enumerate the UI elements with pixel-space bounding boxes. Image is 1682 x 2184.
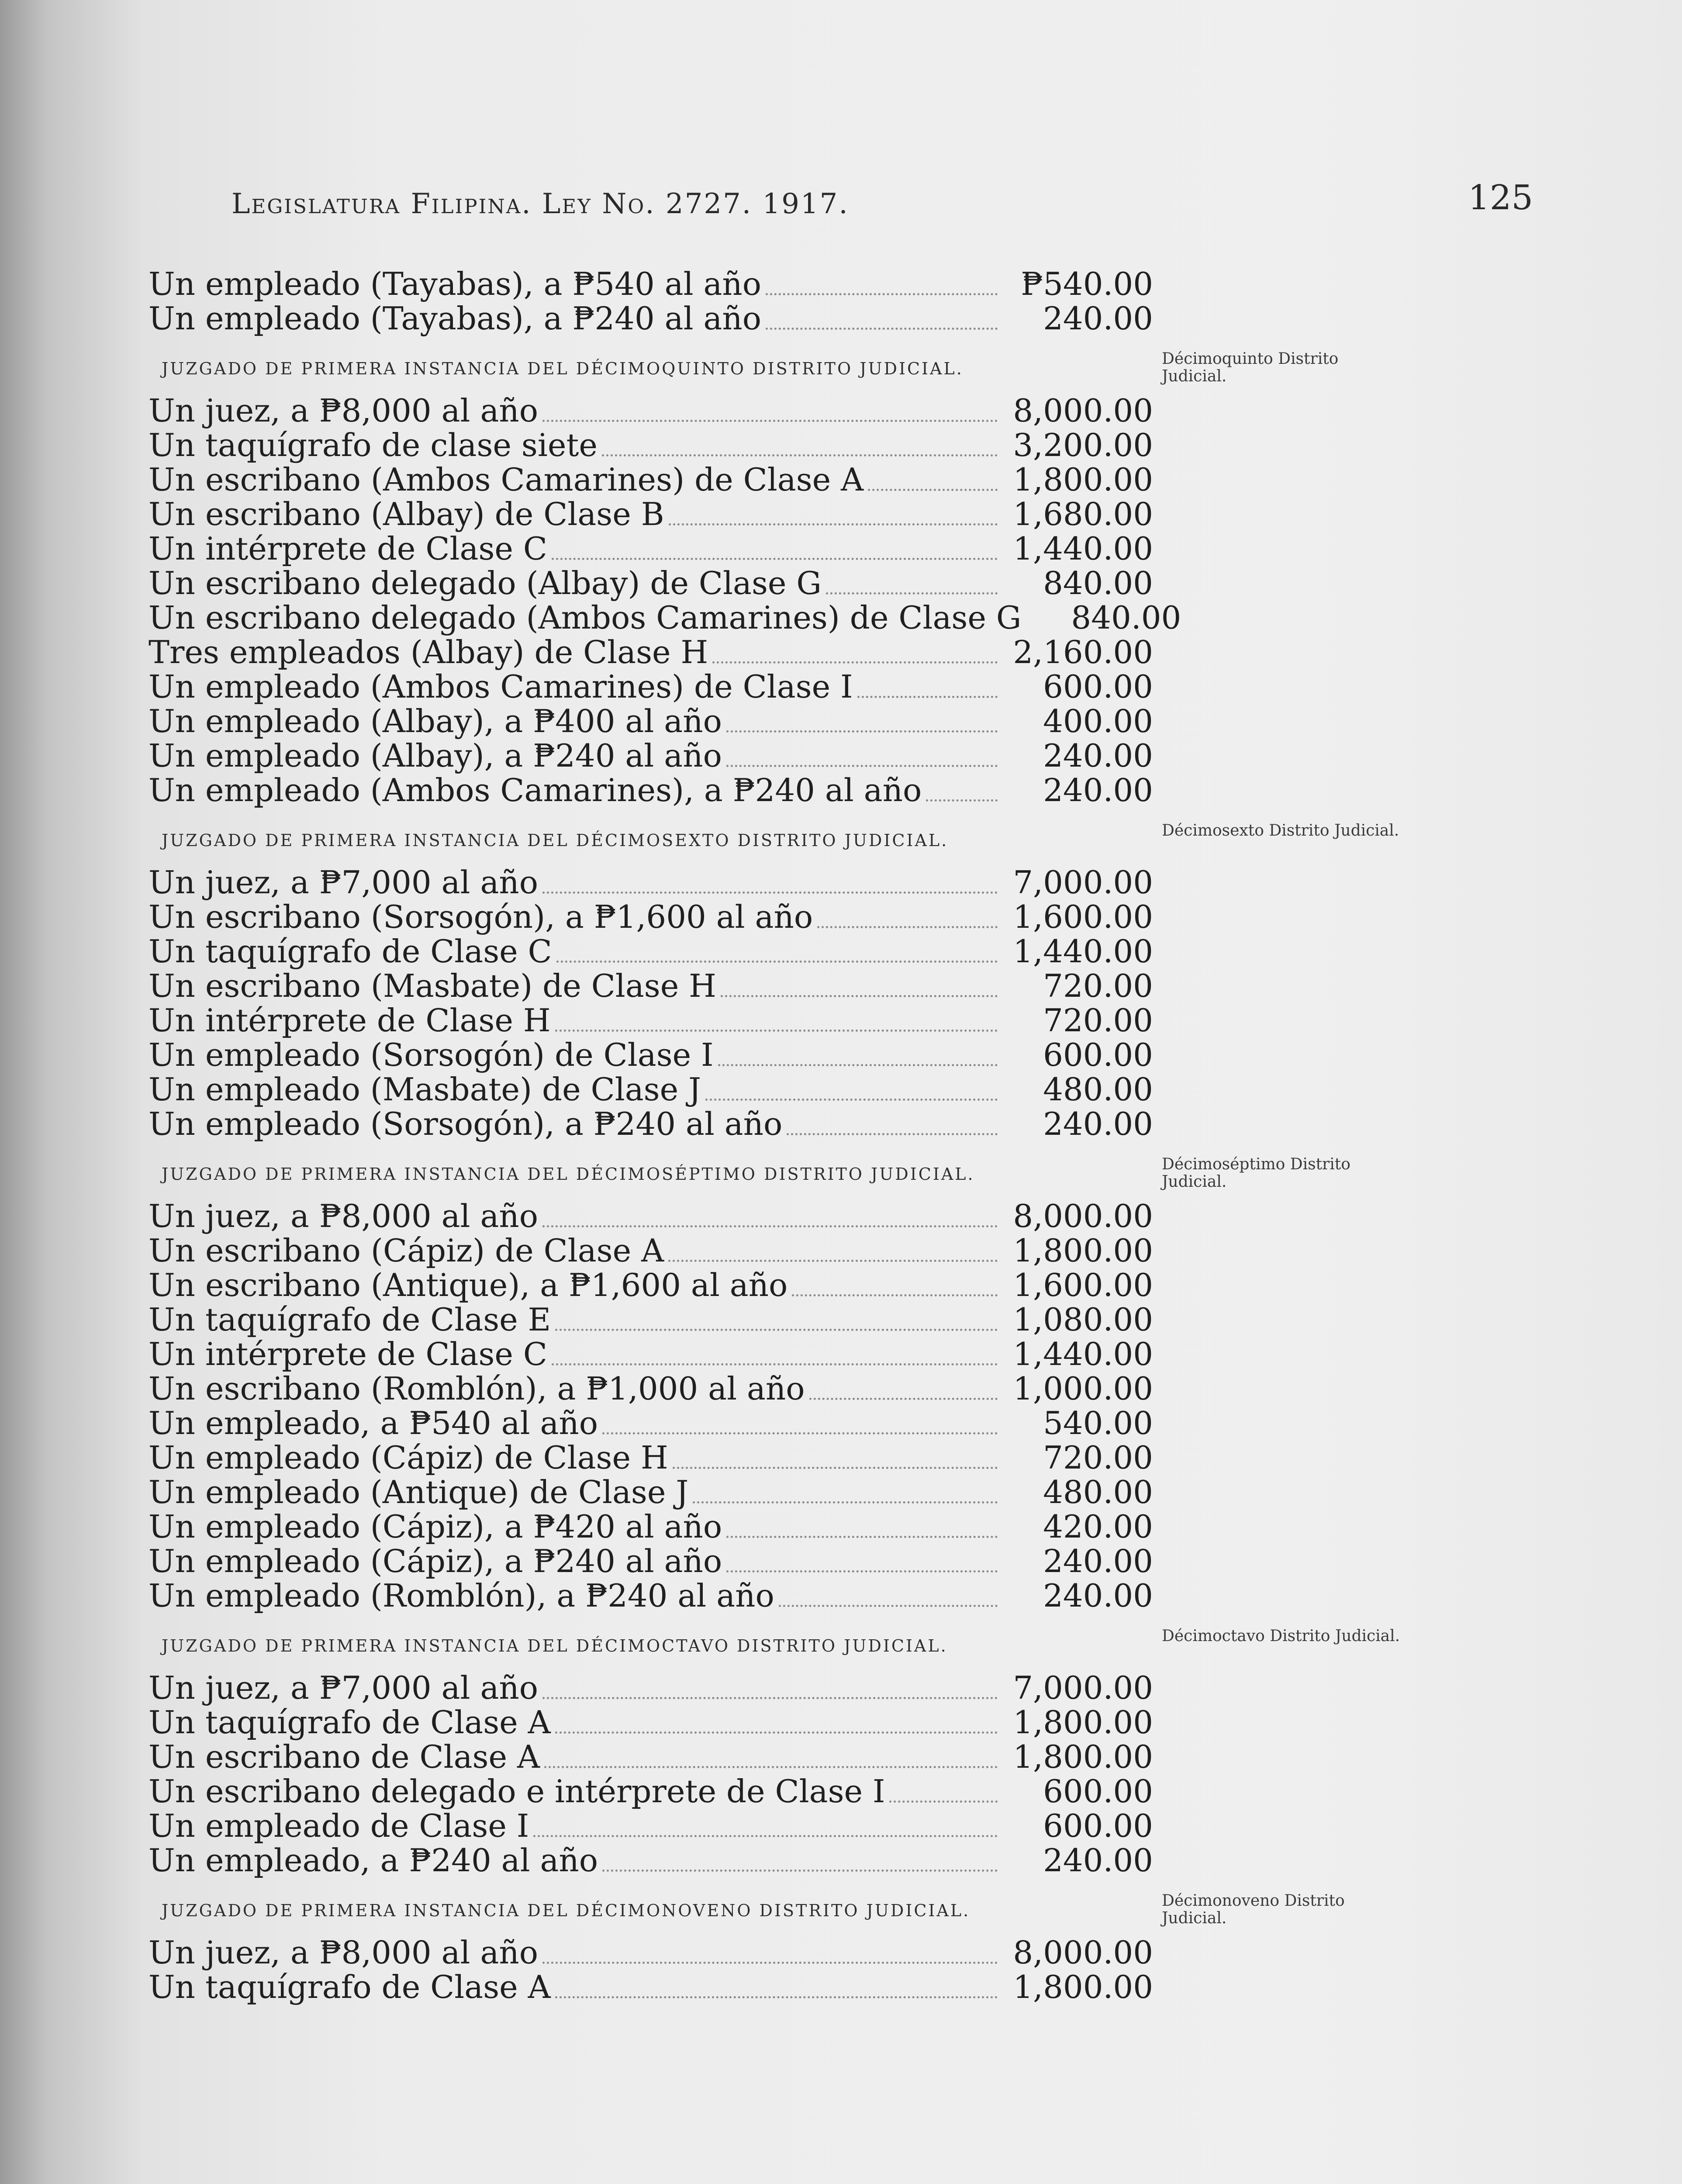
item-amount: 840.00	[1043, 565, 1153, 601]
list-item	[149, 1670, 1153, 1705]
dot-leader	[766, 328, 998, 330]
item-amount: 600.00	[1043, 1773, 1153, 1810]
dot-leader	[542, 420, 998, 422]
item-description: Un escribano (Albay) de Clase B	[149, 496, 664, 532]
item-amount: 1,440.00	[1013, 530, 1153, 567]
list-item	[149, 1371, 1153, 1406]
list-item	[149, 266, 1153, 301]
item-description: Un juez, a ₱8,000 al año	[149, 1198, 539, 1234]
dot-leader	[726, 765, 998, 767]
dot-leader	[533, 1835, 998, 1837]
margin-note: Décimoctavo Distrito Judicial.	[1162, 1627, 1400, 1645]
margin-note: Décimonoveno Distrito Judicial.	[1162, 1892, 1345, 1927]
item-amount: 1,080.00	[1013, 1301, 1153, 1338]
item-amount: 540.00	[1043, 1405, 1153, 1441]
item-description: Un empleado (Cápiz), a ₱420 al año	[149, 1508, 722, 1545]
item-amount: 1,800.00	[1013, 1738, 1153, 1775]
header-title: Legislatura Filipina. Ley No. 2727. 1917.	[231, 188, 849, 220]
list-item	[149, 1406, 1153, 1441]
item-amount: 720.00	[1043, 1439, 1153, 1476]
list-item	[149, 462, 1153, 497]
section-heading: JUZGADO DE PRIMERA INSTANCIA DEL DÉCIMOSEXTO DISTRITO JUDICIAL.	[162, 831, 949, 850]
dot-leader	[726, 1570, 998, 1572]
item-description: Un juez, a ₱8,000 al año	[149, 392, 539, 429]
item-amount: 240.00	[1043, 1842, 1153, 1879]
list-item	[149, 1705, 1153, 1740]
list-item	[149, 1268, 1153, 1303]
item-description: Un intérprete de Clase C	[149, 1336, 548, 1372]
dot-leader	[721, 995, 998, 997]
item-description: Un juez, a ₱7,000 al año	[149, 1669, 539, 1706]
item-amount: 1,600.00	[1013, 1267, 1153, 1303]
dot-leader	[542, 1225, 998, 1227]
item-description: Un empleado (Masbate) de Clase J	[149, 1071, 701, 1108]
item-description: Un taquígrafo de clase siete	[149, 427, 598, 463]
dot-leader	[787, 1133, 998, 1135]
section-heading: JUZGADO DE PRIMERA INSTANCIA DEL DÉCIMONOVENO DISTRITO JUDICIAL.	[162, 1901, 971, 1920]
item-amount: 3,200.00	[1013, 427, 1153, 463]
item-description: Un intérprete de Clase C	[149, 530, 548, 567]
list-item	[149, 1843, 1153, 1878]
dot-leader	[726, 730, 998, 733]
list-item	[149, 738, 1153, 773]
list-item	[149, 1072, 1153, 1107]
item-description: Un empleado, a ₱240 al año	[149, 1842, 598, 1879]
item-description: Un escribano (Masbate) de Clase H	[149, 968, 716, 1004]
dot-leader	[868, 489, 998, 491]
list-item	[149, 1808, 1153, 1843]
list-item	[149, 1774, 1153, 1809]
list-item	[149, 1199, 1153, 1234]
item-description: Un empleado (Sorsogón), a ₱240 al año	[149, 1106, 783, 1142]
item-description: Un taquígrafo de Clase E	[149, 1301, 551, 1338]
item-amount: 240.00	[1043, 1543, 1153, 1579]
margin-note: Décimoquinto Distrito Judicial.	[1162, 350, 1339, 385]
running-header	[231, 178, 1533, 236]
item-amount: 8,000.00	[1013, 1198, 1153, 1234]
item-amount: 1,800.00	[1013, 1704, 1153, 1741]
dot-leader	[826, 592, 998, 594]
item-amount: 720.00	[1043, 968, 1153, 1004]
item-amount: 1,440.00	[1013, 1336, 1153, 1372]
item-description: Un escribano delegado (Albay) de Clase G	[149, 565, 822, 601]
dot-leader	[544, 1766, 998, 1768]
item-amount: 1,800.00	[1013, 1969, 1153, 2005]
item-description: Un escribano (Romblón), a ₱1,000 al año	[149, 1370, 805, 1407]
list-item	[149, 1544, 1153, 1579]
dot-leader	[542, 892, 998, 894]
list-item	[149, 1578, 1153, 1613]
dot-leader	[817, 926, 998, 928]
dot-leader	[542, 1697, 998, 1699]
item-description: Un juez, a ₱7,000 al año	[149, 864, 539, 901]
item-amount: 8,000.00	[1013, 392, 1153, 429]
item-description: Un escribano (Cápiz) de Clase A	[149, 1232, 664, 1269]
dot-leader	[712, 661, 998, 663]
list-item	[149, 301, 1153, 336]
list-item	[149, 1935, 1153, 1970]
item-amount: 240.00	[1043, 1106, 1153, 1142]
list-item	[149, 968, 1153, 1003]
item-description: Un juez, a ₱8,000 al año	[149, 1934, 539, 1971]
item-description: Tres empleados (Albay) de Clase H	[149, 634, 708, 670]
list-item	[149, 635, 1153, 670]
item-description: Un empleado (Tayabas), a ₱540 al año	[149, 266, 762, 302]
item-amount: 720.00	[1043, 1002, 1153, 1039]
item-description: Un empleado (Ambos Camarines), a ₱240 al año	[149, 772, 922, 809]
list-item	[149, 865, 1153, 900]
list-item	[149, 934, 1153, 969]
dot-leader	[857, 696, 998, 698]
item-amount: 840.00	[1071, 599, 1181, 636]
list-item	[149, 704, 1153, 739]
dot-leader	[542, 1962, 998, 1964]
list-item	[149, 1970, 1153, 2004]
item-amount: 1,000.00	[1013, 1370, 1153, 1407]
item-amount: 1,800.00	[1013, 1232, 1153, 1269]
section-heading: JUZGADO DE PRIMERA INSTANCIA DEL DÉCIMOSÉPTIMO DISTRITO JUDICIAL.	[162, 1165, 975, 1184]
list-item	[149, 1233, 1153, 1268]
list-item	[149, 599, 1181, 636]
list-item	[149, 1440, 1153, 1475]
dot-leader	[669, 523, 998, 525]
item-amount: 240.00	[1043, 772, 1153, 809]
list-item	[149, 1037, 1153, 1072]
item-amount: 1,680.00	[1013, 496, 1153, 532]
margin-note: Décimosexto Distrito Judicial.	[1162, 822, 1399, 840]
item-amount: 240.00	[1043, 1577, 1153, 1614]
item-amount: 2,160.00	[1013, 634, 1153, 670]
item-amount: 400.00	[1043, 703, 1153, 740]
item-description: Un empleado (Tayabas), a ₱240 al año	[149, 300, 762, 337]
item-description: Un empleado (Romblón), a ₱240 al año	[149, 1577, 774, 1614]
item-description: Un empleado de Clase I	[149, 1807, 529, 1844]
dot-leader	[779, 1605, 998, 1607]
list-item	[149, 1302, 1153, 1337]
item-description: Un escribano (Ambos Camarines) de Clase A	[149, 461, 864, 498]
dot-leader	[889, 1800, 998, 1803]
list-item	[149, 1509, 1153, 1544]
item-amount: 420.00	[1043, 1508, 1153, 1545]
item-amount: 1,800.00	[1013, 461, 1153, 498]
item-description: Un empleado (Cápiz), a ₱240 al año	[149, 1543, 722, 1579]
item-amount: 480.00	[1043, 1474, 1153, 1510]
dot-leader	[726, 1536, 998, 1538]
item-description: Un intérprete de Clase H	[149, 1002, 551, 1039]
item-description: Un escribano (Sorsogón), a ₱1,600 al año	[149, 898, 813, 935]
dot-leader	[552, 558, 998, 560]
list-item	[149, 899, 1153, 934]
dot-leader	[556, 961, 998, 963]
dot-leader	[718, 1064, 998, 1066]
item-amount: 600.00	[1043, 668, 1153, 705]
item-amount: 1,440.00	[1013, 933, 1153, 970]
item-amount: 7,000.00	[1013, 1669, 1153, 1706]
dot-leader	[552, 1363, 998, 1365]
item-description: Un taquígrafo de Clase C	[149, 933, 552, 970]
item-amount: 1,600.00	[1013, 898, 1153, 935]
item-amount: 240.00	[1043, 737, 1153, 774]
dot-leader	[555, 1030, 998, 1032]
list-item	[149, 531, 1153, 566]
item-description: Un escribano de Clase A	[149, 1738, 540, 1775]
dot-leader	[766, 293, 998, 295]
dot-leader	[602, 1870, 998, 1872]
dot-leader	[705, 1099, 998, 1101]
item-description: Un empleado (Ambos Camarines) de Clase I	[149, 668, 853, 705]
item-amount: 8,000.00	[1013, 1934, 1153, 1971]
section-heading: JUZGADO DE PRIMERA INSTANCIA DEL DÉCIMOQUINTO DISTRITO JUDICIAL.	[162, 359, 964, 378]
item-description: Un empleado (Albay), a ₱240 al año	[149, 737, 722, 774]
dot-leader	[555, 1731, 998, 1734]
item-description: Un empleado (Sorsogón) de Clase I	[149, 1037, 714, 1073]
dot-leader	[926, 799, 998, 802]
item-amount: ₱540.00	[1021, 266, 1153, 302]
dot-leader	[792, 1294, 998, 1296]
list-item	[149, 1475, 1153, 1510]
list-item	[149, 428, 1153, 463]
list-item	[149, 1337, 1153, 1372]
item-amount: 600.00	[1043, 1807, 1153, 1844]
list-item	[149, 1739, 1153, 1774]
item-description: Un taquígrafo de Clase A	[149, 1969, 551, 2005]
item-description: Un empleado (Albay), a ₱400 al año	[149, 703, 722, 740]
list-item	[149, 669, 1153, 704]
item-amount: 600.00	[1043, 1037, 1153, 1073]
dot-leader	[809, 1398, 998, 1400]
item-description: Un empleado (Antique) de Clase J	[149, 1474, 689, 1510]
item-amount: 480.00	[1043, 1071, 1153, 1108]
list-item	[149, 1106, 1153, 1141]
dot-leader	[602, 1432, 998, 1434]
list-item	[149, 566, 1153, 601]
dot-leader	[555, 1329, 998, 1331]
page-number: 125	[1468, 178, 1533, 218]
item-amount: 240.00	[1043, 300, 1153, 337]
dot-leader	[555, 1996, 998, 1998]
item-amount: 7,000.00	[1013, 864, 1153, 901]
item-description: Un escribano (Antique), a ₱1,600 al año	[149, 1267, 788, 1303]
list-item	[149, 497, 1153, 532]
item-description: Un taquígrafo de Clase A	[149, 1704, 551, 1741]
dot-leader	[668, 1260, 998, 1262]
item-description: Un escribano delegado (Ambos Camarines) de Clase G	[149, 599, 1022, 636]
margin-note: Décimoséptimo Distrito Judicial.	[1162, 1155, 1350, 1191]
dot-leader	[602, 454, 998, 456]
dot-leader	[693, 1501, 998, 1503]
item-description: Un empleado, a ₱540 al año	[149, 1405, 598, 1441]
item-description: Un empleado (Cápiz) de Clase H	[149, 1439, 668, 1476]
list-item	[149, 393, 1153, 428]
list-item	[149, 773, 1153, 808]
section-heading: JUZGADO DE PRIMERA INSTANCIA DEL DÉCIMOCTAVO DISTRITO JUDICIAL.	[162, 1636, 948, 1655]
item-description: Un escribano delegado e intérprete de Clase I	[149, 1773, 885, 1810]
dot-leader	[673, 1467, 998, 1469]
list-item	[149, 1003, 1153, 1038]
